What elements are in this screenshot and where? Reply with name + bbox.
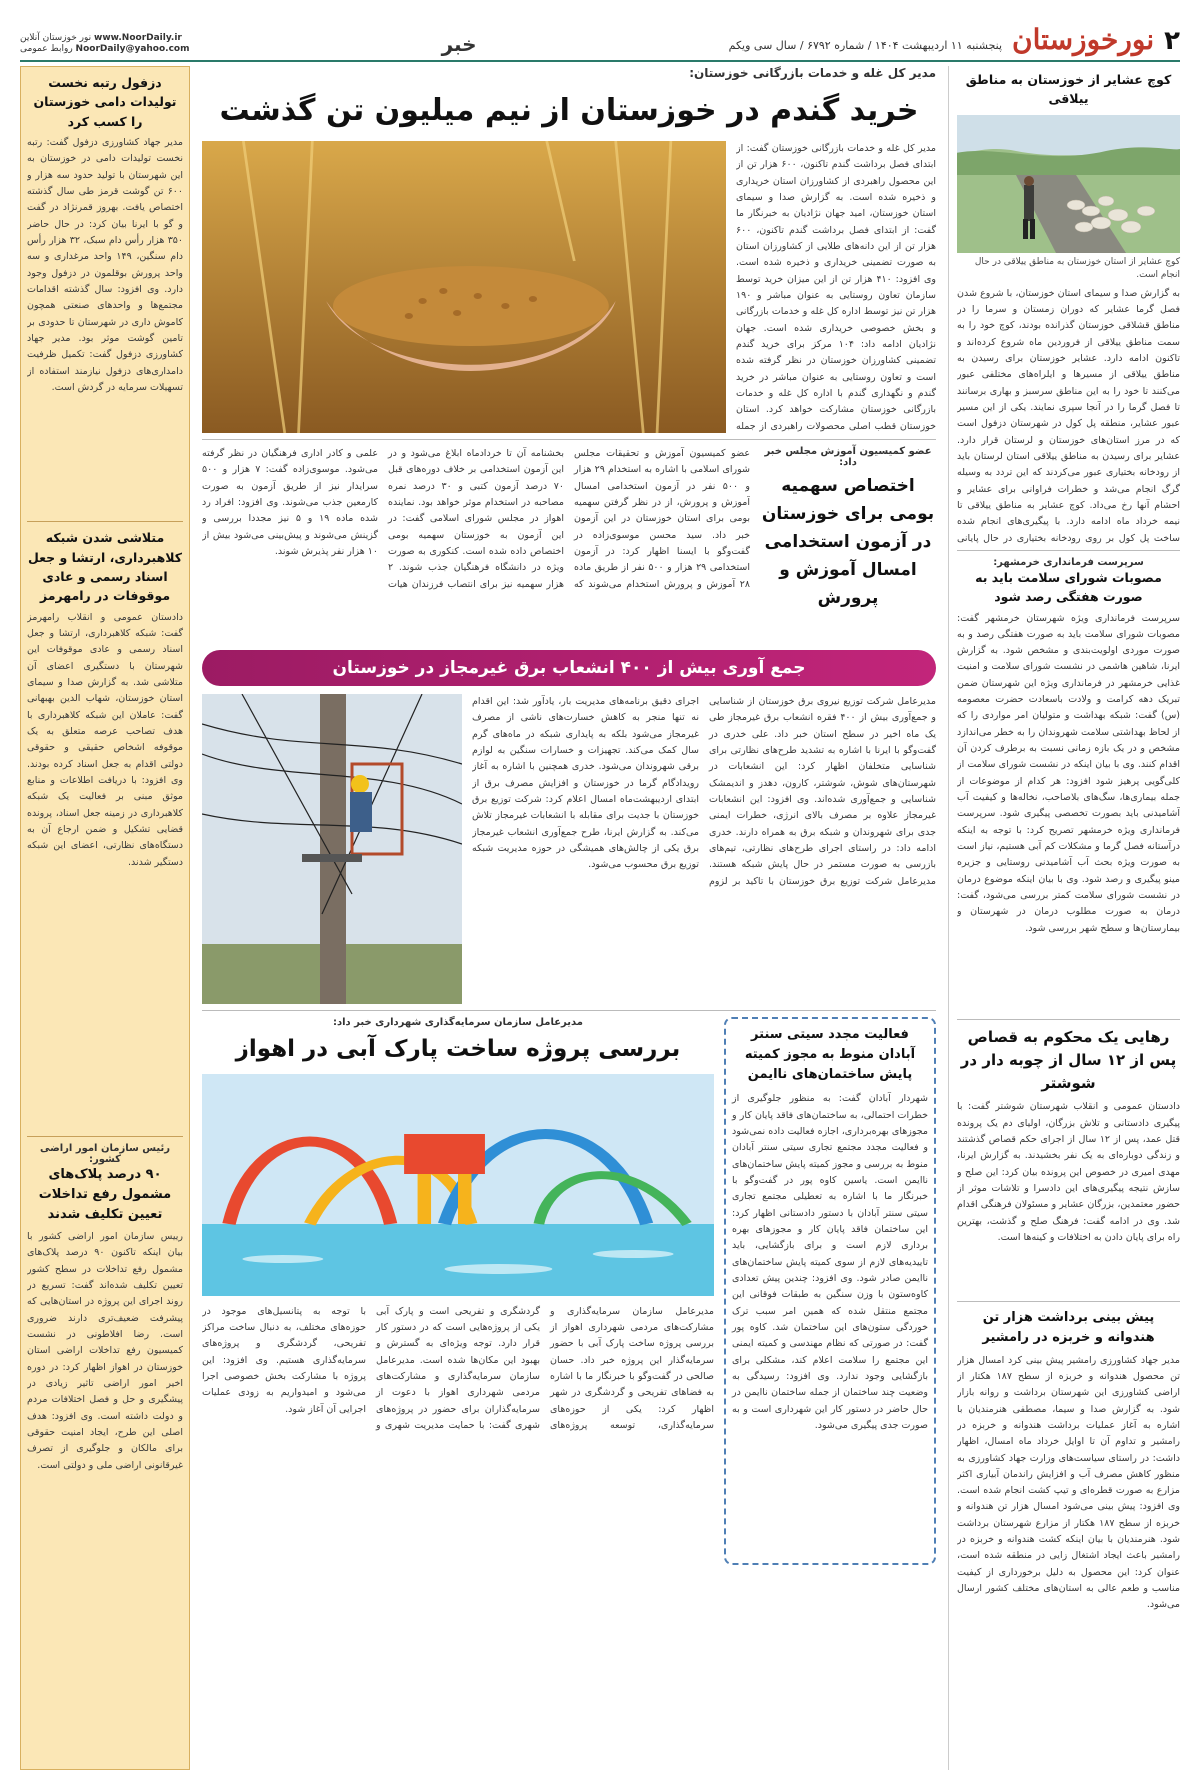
waterpark-body: مدیرعامل سازمان سرمایه‌گذاری و مشارکت‌های مردمی شهرداری اهواز از بررسی پروژه ساخت پارک آبی با حضور سرمایه‌گذار این پروژه خبر داد. حسان صالحی در گفت‌وگو با خبرنگار ما با اشاره به فضاهای تفریحی و گردشگری در شهر اظهار کرد: یکی از حوزه‌های سرمایه‌گذاری، توسعه پروژه‌های گردشگری و تفریحی است و پارک آبی یکی از پروژه‌هایی است که در دستور کار قرار دارد. توجه ویژه‌ای به گسترش و بهبود این مکان‌ها شده است. مدیرعامل سازمان سرمایه‌گذاری و مشارکت‌های مردمی شهرداری اهواز با دعوت از سرمایه‌گذاران برای حضور در پروژه‌های شهری گفت: با حمایت مدیریت شهری و با توجه به پتانسیل‌های موجود در حوزه‌های مختلف، به دنبال ساخت مراکز تفریحی، گردشگری و پروژه‌های سرمایه‌گذاری هستیم. وی افزود: این پروژه با مشارکت بخش خصوصی اجرا می‌شود و امیدواریم به زودی عملیات اجرایی آن آغاز شود. — [202, 1305, 714, 1431]
power-photo — [202, 694, 462, 1004]
divider — [27, 1136, 183, 1137]
page-number: ۲ — [1164, 26, 1180, 56]
ramhormoz-fraud-body: دادستان عمومی و انقلاب رامهرمز گفت: شبکه کلاهبرداری، ارتشا و جعل اسناد رسمی و عادی موقوفات این شهرستان با دستگیری اعضای آن متلاشی شد. به گزارش صدا و سیمای استان خوزستان، شهاب الدین بهبهانی گفت: عاملان این شبکه کلاهبرداری با هدف تصاحب عرصه متعلق به یک موقوفه اشخاص حقیقی و حقوقی دولتی اقدام به جعل اسناد کرده بودند. وی افزود: با دریافت اطلاعات و منابع موثق مبنی بر فعالیت یک شبکه کلاهبرداری در زمینه جعل اسناد، پرونده قضایی تشکیل و ضمن ارجاع آن به دستگاه‌های نظارتی، اعضای این شبکه دستگیر شدند. — [27, 611, 183, 868]
ramshir-melon-body: مدیر جهاد کشاورزی رامشیر پیش بینی کرد امسال هزار تن محصول هندوانه و خربزه از سطح ۱۸۷ هکتار از اراضی کشاورزی این شهرستان برداشت و روانه بازار شود. به گزارش صدا و سیما، مصطفی هنرمندیان با اشاره به آغاز عملیات برداشت هندوانه و خربزه در رامشیر و تداوم آن تا اوایل خرداد ماه امسال، اظهار داشت: در راستای سیاست‌های وزارت جهاد کشاورزی به منظور کاهش مصرف آب و افزایش راندمان آبیاری اکثر مزارع به صورت قطره‌ای و تیپ کشت انجام شده است. وی افزود: پیش بینی می‌شود امسال هزار تن هندوانه و خربزه از سطح ۱۸۷ هکتار از مزارع شهرستان برداشت شود. هنرمندیان با بیان اینکه کشت هندوانه و خربزه در رامشیر باعث ایجاد اشتغال زایی در منطقه شده است، عنوان کرد: این محصول به دلیل برخورداری از کیفیت مناسب و طعم عالی به استان‌های مختلف کشور ارسال می‌شود. — [957, 1354, 1180, 1611]
email-label: روابط عمومی — [20, 44, 73, 55]
dezful-livestock-headline: دزفول رتبه نخست تولیدات دامی خوزستان را کسب کرد — [33, 75, 177, 129]
nomad-migration-headline: کوچ عشایر از خوزستان به مناطق ییلاقی — [965, 72, 1172, 107]
wheat-headline: خرید گندم در خوزستان از نیم میلیون تن گذشت — [219, 93, 919, 128]
waterpark-photo — [202, 1074, 714, 1296]
left-sidebar — [20, 66, 190, 1770]
land-affairs-kicker: رئیس سازمان امور اراضی کشور: — [39, 1142, 171, 1165]
waterpark-headline: بررسی پروژه ساخت پارک آبی در اهواز — [235, 1036, 681, 1062]
wheat-kicker: مدیر کل غله و خدمات بازرگانی خوزستان: — [689, 66, 936, 80]
exam-headline-box — [760, 446, 936, 636]
waterpark-kicker: مدیرعامل سازمان سرمایه‌گذاری شهرداری خبر داد: — [333, 1017, 583, 1028]
divider — [957, 550, 1180, 551]
site-url[interactable]: www.NoorDaily.ir — [94, 32, 182, 43]
waterpark-render-image — [202, 1074, 714, 1296]
right-column — [948, 66, 1180, 1770]
divider — [957, 1301, 1180, 1302]
masthead — [20, 22, 1180, 62]
land-affairs-headline: ۹۰ درصد پلاک‌های مشمول رفع تداخلات تعیین تکلیف شدند — [38, 1166, 172, 1222]
ramshir-melon-headline: پیش بینی برداشت هزار تن هندوانه و خربزه در رامشیر — [982, 1310, 1155, 1346]
nomad-migration-caption: کوچ عشایر از استان خوزستان به مناطق ییلاقی در حال انجام است. — [974, 256, 1180, 281]
divider — [957, 1019, 1180, 1020]
main-column — [202, 66, 936, 1770]
nomad-migration-photo — [957, 115, 1180, 253]
exam-kicker: عضو کمیسیون آموزش مجلس خبر داد: — [764, 446, 932, 468]
divider — [202, 1010, 936, 1011]
shushtar-pardon-headline: رهایی یک محکوم به قصاص پس از ۱۲ سال از چوبه دار در شوشتر — [960, 1027, 1177, 1092]
shushtar-pardon-body: دادستان عمومی و انقلاب شهرستان شوشتر گفت: با پیگیری دادستانی و تلاش بزرگان، اولیای دم یک پرونده قتل عمد، پس از ۱۲ سال از اجرای حکم قصاص گذشتند و زندگی دوباره‌ای به یک نفر بخشیدند. به گزارش ایرنا، مهدی امیری در خصوص این پرونده بیان کرد: این صلح و سازش نتیجه پیگیری‌های این دادسرا و تلاشات موثر از حضور معتمدین، بزرگان عشایر و مسئولان فرهنگی اقدام شد. وی در ادامه گفت: فرهنگ صلح و گذشت، بهترین راه برای پایان دادن به اختلافات و کینه‌ها است. — [957, 1101, 1180, 1243]
masthead-brand — [729, 23, 1180, 56]
exam-body: عضو کمیسیون آموزش و تحقیقات مجلس شورای اسلامی با اشاره به استخدام ۲۹ هزار و ۵۰۰ نفر در آزمون استخدامی امسال آموزش و پرورش، از در نظر گرفتن سهمیه بومی برای استان خوزستان در این آزمون خبر داد. سید محسن موسوی‌زاده در گفت‌وگو با ایسنا اظهار کرد: در آزمون استخدامی ۲۹ هزار و ۵۰۰ نفر از طریق ماده ۲۸ آموزش و پرورش استخدام می‌شوند که بخشنامه آن تا خردادماه ابلاغ می‌شود و در این آزمون استخدامی بر خلاف دوره‌های قبل ۷۰ درصد آزمون کتبی و ۳۰ درصد نمره مصاحبه در استخدام موثر خواهد بود. نماینده اهواز در مجلس شورای اسلامی گفت: در این آزمون به خوزستان سهمیه بومی اختصاص داده شده است. کنکوری به صورت ویژه در دانشگاه فرهنگیان جذب شوند. ۲ هزار سهمیه نیز برای انتصاب فرزندان هیات علمی و کادر اداری فرهنگیان در نظر گرفته می‌شود. موسوی‌زاده گفت: ۷ هزار و ۵۰۰ سرایدار نیز از طریق آزمون به صورت کارمعین جذب می‌شوند. وی افزود: افراد رد شده ماده ۱۹ و ۵ نیز مجددا بررسی و گزینش می‌شوند و پیش‌بینی می‌شود بیش از ۱۰ هزار نفر پذیرش شوند. — [202, 448, 750, 590]
newspaper-logo: نورخوزستان — [1012, 23, 1155, 56]
exam-story — [202, 446, 936, 636]
dezful-livestock-body: مدیر جهاد کشاورزی دزفول گفت: رتبه نخست تولیدات دامی در خوزستان به این شهرستان با تولید حدود سه هزار و ۶۰۰ تن گوشت قرمز طی سال گذشته اختصاص یافت. بهروز قمرنژاد در گفت و گو با ایرنا بیان کرد: در حال حاضر ۳۵۰ هزار رأس دام سبک، ۳۲ هزار رأس دام سنگین، ۱۴۹ واحد مرغداری و سه واحد پرورش بوقلمون در دزفول وجود دارد. وی افزود: سال گذشته اقدامات مجتمع‌ها و واحدهای صنعتی همچون کاموش داری در شهرستان تا حدودی بر تامین گوشت موثر بود. مدیر جهاد کشاورزی دزفول گفت: تکمیل ظرفیت دامداری‌های دزفول نیازمند استفاده از تسهیلات سرمایه در گردش است. — [27, 137, 183, 394]
land-affairs-body: رییس سازمان امور اراضی کشور با بیان اینکه تاکنون ۹۰ درصد پلاک‌های مشمول رفع تداخلات در سطح کشور تعیین تکلیف شده‌اند گفت: تسریع در روند اجرای این پروژه در استان‌هایی که پیشرفت ضعیف‌تری دارند ضروری است. رضا افلاطونی در نشست کمیسیون رفع تداخلات اراضی استان خوزستان در اهواز اظهار کرد: در دوره اخیر امور اراضی تاثیر زیادی در پیشگیری و حل و فصل اختلافات مردم و دولت داشته است. وی افزود: هدف اصلی این طرح، ایجاد امنیت حقوقی برای مالکان و جلوگیری از تصرف غیرقانونی اراضی ملی و دولتی است. — [27, 1231, 183, 1471]
power-story — [202, 694, 936, 1004]
health-council-body: سرپرست فرمانداری ویژه شهرستان خرمشهر گفت: مصوبات شورای سلامت باید به صورت هفتگی رصد و به صورت موردی اولویت‌بندی و مشخص شود. به گزارش ایرنا، شاهین هاشمی در نشست شورای سلامت و امنیت غذایی خرمشهر در فرمانداری ویژه این شهرستان ضمن تبریک دهه کرامت و ولادت باسعادت حضرت معصومه (س) گفت: شبکه بهداشت و متولیان امر مواردی را که از لحاظ بهداشتی سلامت شهروندان را به خطر می‌اندازد مشخص و در یک بازه زمانی نسبت به برطرف کردن آن اقدام کنند. وی با بیان اینکه در نشست شورای سلامت از کلی‌گویی پرهیز شود افزود: هر کدام از موضوعات از جمله بیماری‌ها، سگ‌های بلاصاحب، نخاله‌ها و کیفیت آب آشامیدنی باید بصورت تخصصی پیگیری شود. سرپرست فرمانداری ویژه خرمشهر تصریح کرد: با توجه به اینکه درآستانه فصل گرما و مشکلات کم آبی هستیم، نیاز است به صورت ویژه بحث آب آشامیدنی روستایی و جزیره مینو پیگیری و رصد شود. وی با بیان اینکه موضوع درمان در نشست شورای سلامت کمتر بررسی می‌شود، گفت: درمان به صورت مطلوب درمان در شهرستان و بیمارستان‌ها و سطح شهر بررسی شود. — [957, 612, 1180, 934]
nomad-migration-image — [957, 115, 1180, 253]
email-address[interactable]: NoorDaily@yahoo.com — [75, 44, 190, 55]
masthead-contact — [20, 33, 189, 56]
divider — [27, 521, 183, 522]
health-council-kicker: سرپرست فرمانداری خرمشهر: — [993, 556, 1144, 568]
power-body: مدیرعامل شرکت توزیع نیروی برق خوزستان از شناسایی و جمع‌آوری بیش از ۴۰۰ فقره انشعاب برق غیرمجاز طی یک ماه اخیر در سطح استان خبر داد. علی خدری در گفت‌وگو با ایرنا با اشاره به تشدید طرح‌های نظارتی برای شناسایی متخلفان اظهار کرد: این انشعابات در شهرستان‌های شوش، شوشتر، کارون، دهدز و اندیمشک شناسایی و جمع‌آوری شده‌اند. وی افزود: این انشعابات غیرمجاز علاوه بر مصرف بالای انرژی، خطرات ایمنی جدی برای شهروندان و شبکه برق به همراه دارند. خدری ادامه داد: در راستای اجرای طرح‌های نظارتی، تیم‌های بازرسی به صورت مستمر در حال پایش شبکه هستند. مدیرعامل شرکت توزیع برق خوزستان با تاکید بر لزوم اجرای دقیق برنامه‌های مدیریت بار، یادآور شد: این اقدام نه تنها منجر به کاهش خسارت‌های ناشی از مصرف غیرمجاز می‌شود بلکه به پایداری شبکه در ماه‌های گرم سال کمک می‌کند. تجهیزات و خسارات سنگین به لوازم برقی شهروندان می‌شود. خدری همچنین با اشاره به آغاز رویدادگام گرما در خوزستان و افزایش مصرف برق از ابتدای اردیبهشت‌ماه امسال اعلام کرد: شرکت توزیع برق خوزستان با جدیت برای مقابله با انشعابات غیرمجاز تلاش می‌کند. به گزارش ایرنا، طرح جمع‌آوری انشعاب غیرمجاز برق یکی از چالش‌های همیشگی در حوزه مدیریت شبکه توزیع برق محسوب می‌شود. — [472, 696, 936, 887]
electric-pole-worker-image — [202, 694, 462, 1004]
wheat-hands-image — [202, 141, 726, 433]
sitenter-box — [724, 1017, 936, 1565]
wheat-body: مدیر کل غله و خدمات بازرگانی خوزستان گفت: از ابتدای فصل برداشت گندم تاکنون، ۶۰۰ هزار تن از این محصول راهبردی از کشاورزان استان خریداری و ذخیره شده است. به گزارش صدا و سیمای استان خوزستان، امید جهان نژادیان به خبرنگار ما گفت: از ابتدای فصل برداشت گندم تاکنون، ۶۰۰ هزار تن از این دانه‌های طلایی از کشاورزان استان به صورت تضمینی خریداری و ذخیره شده است. وی افزود: ۴۱۰ هزار تن از این میزان خرید توسط سازمان تعاون روستایی به عنوان مباشر و ۱۹۰ هزار تن نیز توسط اداره کل غله و خدمات بازرگانی و بخش خصوصی خریداری شده است. جهان نژادیان ادامه داد: ۱۰۴ مرکز برای خرید گندم تضمینی کشاورزان خوزستان در نظر گرفته شده است و تعاون روستایی به عنوان مباشر در خرید گندم و نگهداری گندم با اداره کل غله و خدمات بازرگانی خوزستان مشارکت خواهد کرد. استان خوزستان قطب اصلی محصولات راهبردی از جمله — [736, 143, 936, 432]
exam-headline: اختصاص سهمیه بومی برای خوزستان در آزمون استخدامی امسال آموزش و پرورش — [761, 476, 935, 609]
issue-line: پنجشنبه ۱۱ اردیبهشت ۱۴۰۴ / شماره ۶۷۹۲ / سال سی ویکم — [728, 39, 1003, 52]
section-name: خبر — [441, 32, 477, 56]
nomad-migration-body: به گزارش صدا و سیمای استان خوزستان، با شروع شدن فصل گرما عشایر که دوران زمستان و سرما را در مناطق قشلاقی خوزستان گذرانده بودند، کوچ خود را به سمت مناطق ییلاقی از فروردین ماه شروع کرده‌اند و تاکنون ادامه دارد. عشایر خوزستان برای رسیدن به مناطق ییلاقی از مسیرها و ایلراه‌های مختلفی عبور می‌کنند تا خود را به این مناطق سرسبز و بهاری برسانند تا فصل گرما را در آنجا سپری نمایند. یکی از این مسیر عبور عشایر، منطقه پل کول در شهرستان دزفول است که در مرز استان‌های خوزستان و لرستان قرار دارد. عشایر برای رسیدن به مناطق ییلاقی استان لرستان باید از رودخانه بختیاری عبور می‌کردند که این تردد به وسیله گرگ انجام می‌شد و خطرات فراوانی برای عشایر و احشام آنها رخ می‌داد. کوچ عشایر به مناطق ییلاقی تا نیمه خرداد ماه ادامه دارد. با پیگیری‌های انجام شده ساخت پل کول بر روی رودخانه بختیاری در حال پایانی — [957, 287, 1180, 544]
waterpark-story — [202, 1017, 714, 1565]
divider — [202, 439, 936, 440]
site-label: نور خوزستان آنلاین — [20, 32, 92, 43]
wheat-photo — [202, 141, 726, 433]
sitenter-body: شهردار آبادان گفت: به منظور جلوگیری از خطرات احتمالی، به ساختمان‌های فاقد پایان کار و مجوزهای بهره‌برداری، اجازه فعالیت داده نمی‌شود و فعالیت مجدد مجتمع تجاری سیتی سنتر آبادان منوط به بررسی و مجوز کمیته پایش ساختمان‌های ناایمن است. یاسین کاوه پور در گفت‌وگو با خبرنگار ما با اشاره به تعطیلی مجتمع تجاری سیتی سنتر آبادان با دستور دادستانی اظهار کرد: این ساختمان فاقد پایان کار و مجوزهای بهره برداری لازم است و برای بازگشایی، باید تاییدیه‌های لازم از سوی کمیته پایش ساختمان‌های ناایمن صادر شود. وی افزود: چندین پیش تعدادی کاوه‌ستون با وزن سنگین به طبقات فوقانی این مجتمع منتقل شده که همین امر سبب ترک خوردگی ستون‌های این ساختمان شد. کاوه پور گفت: در صورتی که نظام مهندسی و کمیته ایمنی این مجتمع را سلامت اعلام کند، مشکلی برای بازگشایی وجود ندارد. وی افزود: رسیدگی به وضعیت چند ساختمان از جمله ساختمان ناایمن در حال حاضر در دستور کار این شهرداری است و به صورت جدی پیگیری می‌شود. — [732, 1093, 928, 1431]
power-headline-band: جمع آوری بیش از ۴۰۰ انشعاب برق غیرمجاز در خوزستان — [202, 650, 936, 686]
health-council-headline: مصوبات شورای سلامت باید به صورت هفتگی رصد شود — [975, 569, 1162, 605]
ramhormoz-fraud-headline: متلاشی شدن شبکه کلاهبرداری، ارتشا و جعل اسناد رسمی و عادی موقوفات در رامهرمز — [27, 530, 183, 604]
bottom-section — [202, 1017, 936, 1565]
sitenter-headline: فعالیت مجدد سیتی سنتر آبادان منوط به مجوز کمیته پایش ساختمان‌های ناایمن — [744, 1027, 916, 1083]
wheat-story — [202, 141, 936, 433]
